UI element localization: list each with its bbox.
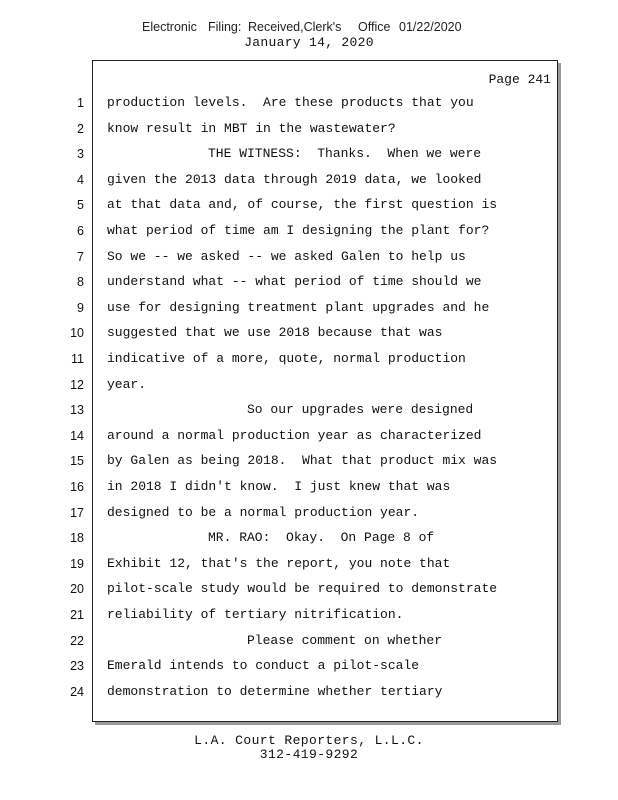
filing-office: Office bbox=[358, 20, 391, 34]
page-number: Page 241 bbox=[488, 72, 551, 87]
line-text: in 2018 I didn't know. I just knew that was bbox=[107, 479, 451, 494]
line-text: production levels. Are these products that you bbox=[107, 95, 474, 110]
footer-phone: 312-419-9292 bbox=[259, 747, 359, 762]
line-text: Emerald intends to conduct a pilot-scale bbox=[107, 658, 420, 674]
line-number: 21 bbox=[70, 608, 84, 622]
line-text: use for designing treatment plant upgrades and he bbox=[107, 299, 490, 315]
line-text: reliability of tertiary nitrification. bbox=[107, 607, 404, 622]
line-text: Exhibit 12, that's the report, you note that bbox=[107, 555, 451, 571]
line-text: designed to be a normal production year. bbox=[107, 504, 420, 520]
line-number: 16 bbox=[70, 480, 84, 494]
line-number: 12 bbox=[70, 377, 84, 392]
line-text: year. bbox=[107, 376, 147, 392]
line-number: 4 bbox=[77, 172, 84, 187]
filing-label: Filing: bbox=[208, 20, 242, 34]
line-number: 6 bbox=[77, 224, 84, 238]
line-text: THE WITNESS: Thanks. When we were bbox=[208, 146, 482, 162]
line-number: 23 bbox=[70, 659, 84, 674]
footer-company: L.A. Court Reporters, L.L.C. bbox=[194, 733, 424, 748]
line-text: at that data and, of course, the first question is bbox=[107, 197, 498, 213]
filing-electronic-label: Electronic bbox=[142, 20, 197, 34]
line-number: 8 bbox=[77, 275, 84, 290]
line-text: So our upgrades were designed bbox=[247, 402, 474, 418]
line-text: pilot-scale study would be required to demonstrate bbox=[107, 581, 498, 597]
line-text: by Galen as being 2018. What that product mix was bbox=[107, 453, 498, 469]
line-number: 24 bbox=[70, 684, 84, 699]
line-text: demonstration to determine whether tertiary bbox=[107, 683, 443, 699]
filing-received: Received,Clerk's bbox=[248, 20, 342, 34]
line-text: around a normal production year as characterized bbox=[107, 427, 482, 443]
line-number: 22 bbox=[70, 633, 84, 648]
line-text: given the 2013 data through 2019 data, we looked bbox=[107, 171, 482, 187]
line-text: what period of time am I designing the plant for? bbox=[107, 223, 490, 238]
line-number: 15 bbox=[70, 454, 84, 469]
document-date: January 14, 2020 bbox=[244, 35, 374, 50]
filing-date: 01/22/2020 bbox=[399, 20, 462, 34]
line-number: 19 bbox=[70, 556, 84, 571]
line-number: 20 bbox=[70, 582, 84, 597]
line-text: know result in MBT in the wastewater? bbox=[107, 120, 396, 136]
line-text: indicative of a more, quote, normal production bbox=[107, 351, 466, 366]
line-number: 7 bbox=[77, 249, 84, 264]
line-number: 3 bbox=[77, 147, 84, 162]
line-number: 13 bbox=[70, 403, 84, 418]
line-number: 10 bbox=[70, 326, 84, 341]
line-number: 1 bbox=[77, 96, 84, 110]
line-number: 14 bbox=[70, 428, 84, 443]
transcript-page bbox=[92, 60, 558, 722]
line-text: suggested that we use 2018 because that was bbox=[107, 325, 443, 341]
line-text: Please comment on whether bbox=[247, 632, 443, 648]
line-text: MR. RAO: Okay. On Page 8 of bbox=[208, 530, 435, 546]
line-number: 9 bbox=[77, 300, 84, 315]
line-number: 17 bbox=[70, 505, 84, 520]
line-text: So we -- we asked -- we asked Galen to help us bbox=[107, 248, 466, 264]
line-number: 18 bbox=[70, 531, 84, 546]
line-number: 11 bbox=[71, 352, 84, 366]
line-text: understand what -- what period of time should we bbox=[107, 274, 482, 290]
line-number: 5 bbox=[77, 198, 84, 213]
line-number: 2 bbox=[77, 121, 84, 136]
